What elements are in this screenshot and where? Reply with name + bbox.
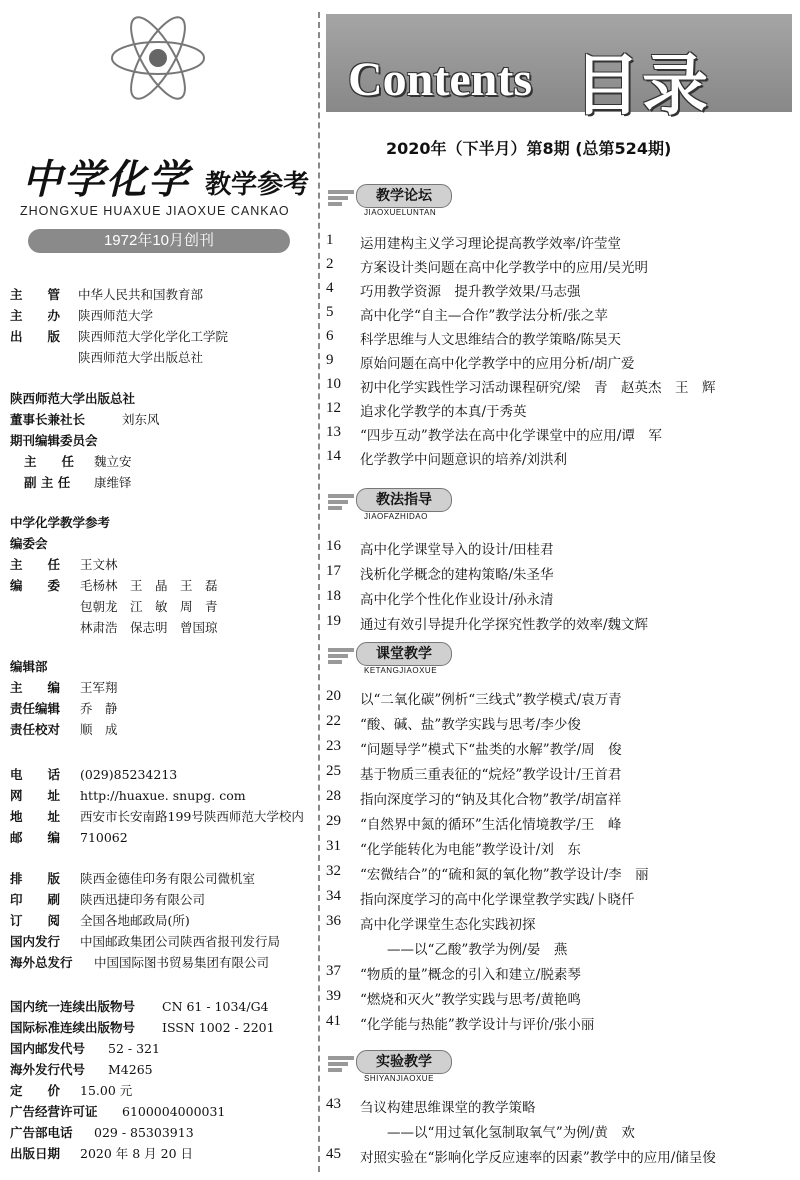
toc-item: ——以“乙酸”教学为例/晏 燕 — [360, 942, 568, 958]
journal-title-sub: 教学参考 — [205, 170, 310, 200]
section-pinyin: KETANGJIAOXUE — [364, 666, 438, 675]
info-row: 海外总发行 中国国际图书贸易集团有限公司 — [10, 955, 270, 970]
info-row: 编 委 毛杨林 王 晶 王 磊 — [10, 578, 218, 593]
toc-item: 17 浅析化学概念的建构策略/朱圣华 — [326, 563, 554, 583]
contact-block — [10, 764, 304, 848]
toc-item: 29 “自然界中氮的循环”生活化情境教学/王 峰 — [326, 813, 622, 833]
section-marker-icon — [328, 494, 354, 510]
editorial-office-block — [10, 656, 118, 740]
press-header: 陕西师范大学出版总社 — [10, 391, 136, 406]
info-row: 海外发行代号 M4265 — [10, 1062, 153, 1077]
toc-item: 39 “燃烧和灭火”教学实践与思考/黄艳鸣 — [326, 988, 581, 1008]
info-row: 陕西师范大学出版总社 — [78, 350, 204, 365]
info-row: 责任校对 顺 成 — [10, 722, 118, 737]
banner-title-cn: 目录 — [574, 47, 710, 124]
toc-item: 37 “物质的量”概念的引入和建立/脱素琴 — [326, 963, 581, 983]
section-pinyin: JIAOFAZHIDAO — [364, 512, 428, 521]
info-row: 地 址 西安市长安南路199号陕西师范大学校内 — [10, 809, 304, 824]
section-header-ketangjiaoxue — [326, 642, 626, 678]
founded-badge: 1972年10月创刊 — [28, 229, 290, 253]
toc-item: 41 “化学能与热能”教学设计与评价/张小丽 — [326, 1013, 595, 1033]
toc-item: 13 “四步互动”教学法在高中化学课堂中的应用/谭 军 — [326, 424, 662, 444]
publisher-block — [10, 284, 229, 368]
press-block — [10, 388, 160, 493]
journal-title — [22, 148, 309, 205]
info-row: 主 办 陕西师范大学 — [10, 308, 154, 323]
info-row: 副 主 任 康维铎 — [24, 475, 132, 490]
toc-list — [326, 1096, 796, 1171]
toc-item: 5 高中化学“自主—合作”教学法分析/张之苹 — [326, 304, 608, 324]
section-pinyin: JIAOXUELUNTAN — [364, 208, 437, 217]
info-row: 广告部电话 029 - 85303913 — [10, 1125, 194, 1140]
contents-banner — [326, 14, 792, 124]
toc-item: 20 以“二氧化碳”例析“三线式”教学模式/袁万青 — [326, 688, 622, 708]
section-marker-icon — [328, 1056, 354, 1072]
journal-title-brush: 中学化学 — [22, 156, 190, 203]
toc-item: 12 追求化学教学的本真/于秀英 — [326, 400, 527, 420]
toc-item: ——以“用过氧化氢制取氧气”为例/黄 欢 — [360, 1125, 635, 1141]
info-row: 主 编 王军翔 — [10, 680, 118, 695]
editorial-header: 编辑部 — [10, 659, 48, 674]
toc-item: 10 初中化学实践性学习活动课程研究/梁 青 赵英杰 王 辉 — [326, 376, 716, 396]
toc-list — [326, 538, 796, 638]
info-row: 主 管 中华人民共和国教育部 — [10, 287, 204, 302]
info-row: 国内发行 中国邮政集团公司陕西省报刊发行局 — [10, 934, 281, 949]
section-title: 实验教学 — [356, 1050, 452, 1074]
toc-item: 4 巧用教学资源 提升教学效果/马志强 — [326, 280, 581, 300]
toc-item: 32 “宏微结合”的“硫和氮的氧化物”教学设计/李 丽 — [326, 863, 649, 883]
atom-logo-icon — [108, 8, 208, 108]
info-row: 订 阅 全国各地邮政局(所) — [10, 913, 190, 928]
info-row: 邮 编 710062 — [10, 830, 128, 845]
toc-item: 23 “问题导学”模式下“盐类的水解”教学/周 俊 — [326, 738, 622, 758]
committee-header: 期刊编辑委员会 — [10, 433, 98, 448]
info-row: 主 任 王文林 — [10, 557, 118, 572]
toc-item: 36 高中化学课堂生态化实践初探 — [326, 913, 536, 933]
journal-editorial-block — [10, 512, 218, 638]
section-pinyin: SHIYANJIAOXUE — [364, 1074, 434, 1083]
section-title: 教法指导 — [356, 488, 452, 512]
info-row: 电 话 (029)85234213 — [10, 767, 178, 782]
toc-item: 28 指向深度学习的“钠及其化合物”教学/胡富祥 — [326, 788, 622, 808]
section-header-jiaoxueluntan — [326, 184, 626, 220]
section-header-shiyanjiaoxue — [326, 1050, 626, 1086]
toc-item: 9 原始问题在高中化学教学中的应用分析/胡广爱 — [326, 352, 635, 372]
info-row: 董事长兼社长 刘东风 — [10, 412, 160, 427]
toc-item: 43 刍议构建思维课堂的教学策略 — [326, 1096, 536, 1116]
toc-item: 22 “酸、碱、盐”教学实践与思考/李少俊 — [326, 713, 581, 733]
info-row: 出 版 陕西师范大学化学化工学院 — [10, 329, 229, 344]
masthead-column — [0, 0, 318, 1180]
toc-item: 19 通过有效引导提升化学探究性教学的效率/魏文辉 — [326, 613, 649, 633]
info-row: 广告经营许可证 6100004000031 — [10, 1104, 226, 1119]
info-row: 出版日期 2020 年 8 月 20 日 — [10, 1146, 194, 1161]
toc-item: 2 方案设计类问题在高中化学教学中的应用/吴光明 — [326, 256, 649, 276]
section-header-jiaofazhidao — [326, 488, 626, 524]
contents-column — [326, 0, 796, 1180]
board-header: 编委会 — [10, 536, 48, 551]
info-row: 排 版 陕西金德佳印务有限公司微机室 — [10, 871, 256, 886]
toc-item: 18 高中化学个性化作业设计/孙永清 — [326, 588, 554, 608]
info-row: 责任编辑 乔 静 — [10, 701, 118, 716]
info-row: 林肃浩 保志明 曾国琼 — [80, 620, 218, 635]
info-row: 定 价 15.00 元 — [10, 1083, 133, 1098]
info-row: 印 刷 陕西迅捷印务有限公司 — [10, 892, 206, 907]
info-row: 网 址 http://huaxue. snupg. com — [10, 788, 246, 803]
info-row: 国内统一连续出版物号 CN 61 - 1034/G4 — [10, 999, 269, 1014]
toc-item: 1 运用建构主义学习理论提高教学效率/许莹堂 — [326, 232, 622, 252]
banner-title-en: Contents — [348, 53, 533, 106]
toc-list — [326, 232, 796, 472]
section-marker-icon — [328, 190, 354, 206]
issue-line: 2020年（下半月）第8期 (总第524期) — [386, 139, 672, 158]
section-title: 课堂教学 — [356, 642, 452, 666]
toc-item: 25 基于物质三重表征的“烷烃”教学设计/王首君 — [326, 763, 622, 783]
toc-item: 14 化学教学中问题意识的培养/刘洪利 — [326, 448, 568, 468]
section-title: 教学论坛 — [356, 184, 452, 208]
toc-item: 45 对照实验在“影响化学反应速率的因素”教学中的应用/储呈俊 — [326, 1146, 716, 1166]
toc-item: 34 指向深度学习的高中化学课堂教学实践/卜晓仟 — [326, 888, 635, 908]
info-row: 主 任 魏立安 — [24, 454, 132, 469]
info-row: 国内邮发代号 52 - 321 — [10, 1041, 160, 1056]
printing-block — [10, 868, 281, 973]
toc-item: 31 “化学能转化为电能”教学设计/刘 东 — [326, 838, 581, 858]
toc-item: 6 科学思维与人文思维结合的教学策略/陈昊天 — [326, 328, 622, 348]
toc-item: 16 高中化学课堂导入的设计/田桂君 — [326, 538, 554, 558]
info-row: 国际标准连续出版物号 ISSN 1002 - 2201 — [10, 1020, 275, 1035]
section-marker-icon — [328, 648, 354, 664]
journal-title-pinyin: ZHONGXUE HUAXUE JIAOXUE CANKAO — [20, 204, 290, 218]
toc-list — [326, 688, 796, 1038]
journal-header: 中学化学教学参考 — [10, 515, 111, 530]
info-row: 包朝龙 江 敏 周 青 — [80, 599, 218, 614]
column-divider — [318, 12, 320, 1172]
registration-block — [10, 996, 275, 1164]
